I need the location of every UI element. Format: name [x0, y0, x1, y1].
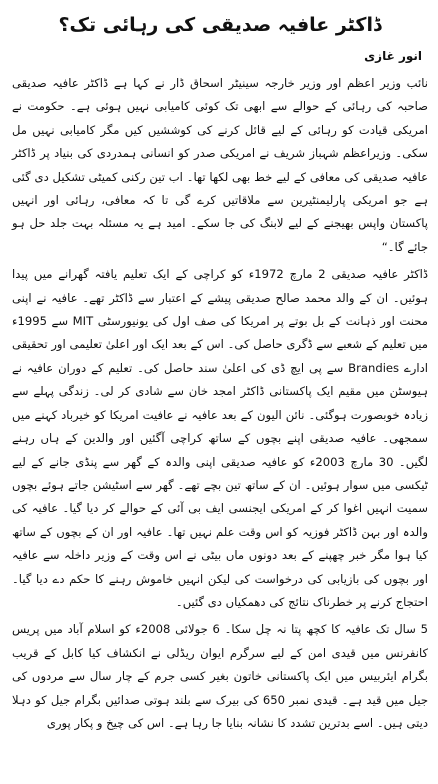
author-name: انور غازی [364, 49, 422, 63]
article-paragraph: نائب وزیر اعظم اور وزیر خارجہ سینیٹر اسحاق ڈار نے کہا ہے ڈاکٹر عافیہ صدیقی صاحبہ کی رہائی کے حوالے سے ابھی تک کوئی کامیابی نہیں ہوئی ہے۔ حکومت نے امریکی قیادت کو رہائی کے لیے قائل کرنے کی کوششیں کیں مگر کامیابی نہیں مل سکی۔ وزیراعظم شہباز شریف نے امریکی صدر کو انسانی ہمدردی کی بنیاد پر ڈاکٹر عافیہ صدیقی کی معافی کے لیے خط بھی لکھا تھا۔ اب تین رکنی کمیٹی تشکیل دی گئی ہے جو امریکی پارلیمنٹیرین سے ملاقاتیں کرے گی تا کہ معافی، رہائی اور انہیں پاکستان واپس بھیجنے کے لیے لابنگ کی جا سکے۔ امید ہے یہ مسئلہ بہت جلد حل ہو جائے گا۔“ [12, 76, 428, 254]
article-title: ڈاکٹر عافیہ صدیقی کی رہائی تک؟ [58, 14, 382, 36]
article-paragraph: 5 سال تک عافیہ کا کچھ پتا نہ چل سکا۔ 6 جولائی 2008ء کو اسلام آباد میں پریس کانفرنس میں قیدی امن کے لیے سرگرم ایوان ریڈلی نے انکشاف کیا کابل کے قریب بگرام ایئربیس میں ایک پاکستانی خاتون بغیر کسی جرم کے چار سال سے مردوں کی جیل میں قید ہے۔ قیدی نمبر 650 کی بیرک سے بلند ہوتی صدائیں بگرام جیل کو دہلا دیتی ہیں۔ اسے بدترین تشدد کا نشانہ بنایا جا رہا ہے۔ اس کی چیخ و پکار پوری [12, 622, 429, 730]
article-paragraph: ڈاکٹر عافیہ صدیقی 2 مارچ 1972ء کو کراچی کے ایک تعلیم یافتہ گھرانے میں پیدا ہوئیں۔ ان کے والد محمد صالح صدیقی پیشے کے اعتبار سے ڈاکٹر تھے۔ عافیہ نے اپنی محنت اور ذہانت کے بل بوتے پر امریکا کی صف اول کی یونیورسٹی MIT سے 1995ء میں تعلیم کے شعبے سے ڈگری حاصل کی۔ اس کے بعد ایک اور اعلیٰ تعلیمی اور تحقیقی ادارے Brandies سے پی ایچ ڈی کی اعلیٰ سند حاصل کی۔ تعلیم کے دوران عافیہ نے ہیوسٹن میں مقیم ایک پاکستانی ڈاکٹر امجد خان سے شادی کر لی۔ زندگی پہلے سے زیادہ خوبصورت ہوگئی۔ نائن الیون کے بعد عافیہ نے عافیت امریکا کو خیرباد کہنے میں سمجھی۔ عافیہ صدیقی اپنے بچوں کے ساتھ کراچی آگئیں اور والدین کے ہاں رہنے لگیں۔ 30 مارچ 2003ء کو عافیہ صدیقی اپنی والدہ کے گھر سے پنڈی جانے کے لیے ٹیکسی میں سوار ہوئیں۔ ان کے ساتھ تین بچے تھے۔ گھر سے اسٹیشن جاتے ہوئے بچوں سمیت انہیں اغوا کر کے امریکی ایجنسی ایف بی آئی کے حوالے کر دیا گیا۔ عافیہ کی والدہ اور بہن ڈاکٹر فوزیہ کو اس وقت علم نہیں تھا۔ عافیہ اور ان کے بچوں کے ساتھ کیا ہوا مگر خبر چھپنے کے بعد دونوں ماں بیٹی نے اس وقت کے وزیر داخلہ سے عافیہ اور بچوں کی بازیابی کی درخواست کی لیکن انہیں خاموش رہنے کا حکم دے دیا گیا۔ احتجاج کرنے پر خطرناک نتائج کی دھمکیاں دی گئیں۔ [12, 267, 429, 609]
